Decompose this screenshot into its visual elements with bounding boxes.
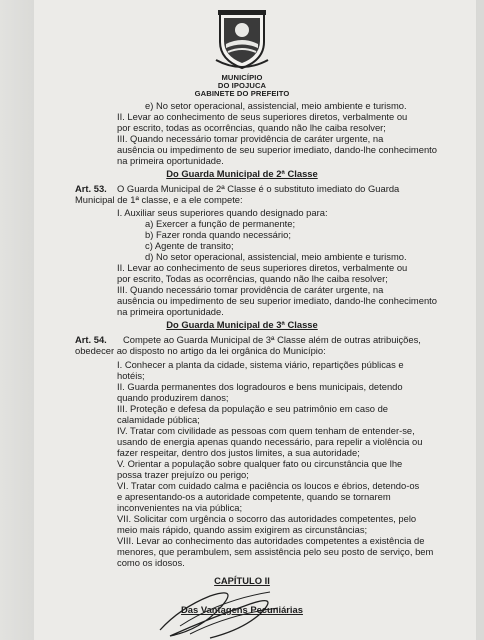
art-54-item-viii-line3: como os idosos.: [117, 557, 185, 568]
chapter-subtitle: Das Vantagens Pecuniárias: [181, 604, 303, 615]
letterhead-municipality: MUNICÍPIO: [221, 73, 263, 82]
art-54-item-v-line1: V. Orientar a população sobre qualquer fato ou circunstância que lhe: [117, 458, 403, 469]
art-53-item-ii-line1: II. Levar ao conhecimento de seus superiores diretos, verbalmente ou: [117, 262, 408, 273]
art-54-item-ii-line1: II. Guarda permanentes dos logradouros e bens municipais, detendo: [117, 381, 403, 392]
letterhead: [0, 0, 484, 100]
art-54-item-iv-line2: usando de energia apenas quando necessário, para repelir a violência ou: [117, 436, 423, 447]
art-54-line2: obedecer ao disposto no artigo da lei orgânica do Município:: [75, 345, 326, 356]
item-iii-line2: ausência ou impedimento de seu superior imediato, dando-lhe conhecimento: [117, 144, 437, 155]
art-54-item-viii-line1: VIII. Levar ao conhecimento das autoridades competentes a existência de: [117, 535, 425, 546]
art-54-item-vii-line1: VII. Solicitar com urgência o socorro das autoridades competentes, pelo: [117, 513, 417, 524]
art-54-item-vi-line3: inconvenientes na via pública;: [117, 502, 243, 513]
art-54-item-ii-line2: quando produzirem danos;: [117, 392, 229, 403]
art-54-item-viii-line2: menores, que perambulem, sem assistência pelo seu posto de serviço, bem: [117, 546, 434, 557]
chapter-title: CAPÍTULO II: [214, 575, 270, 586]
art-53-item-d: d) No setor operacional, assistencial, meio ambiente e turismo.: [145, 251, 407, 262]
art-53-item-ii-line2: por escrito, Todas as ocorrências, quando não lhe caiba resolver;: [117, 273, 388, 284]
item-iii-line3: na primeira oportunidade.: [117, 155, 224, 166]
section-title-3rd-class: Do Guarda Municipal de 3ª Classe: [166, 319, 318, 330]
art-53-item-c: c) Agente de transito;: [145, 240, 234, 251]
item-e: e) No setor operacional, assistencial, meio ambiente e turismo.: [145, 100, 407, 111]
art-53-item-iii-line2: ausência ou impedimento de seu superior imediato, dando-lhe conhecimento: [117, 295, 437, 306]
art-54-item-iii-line2: calamidade pública;: [117, 414, 200, 425]
art-53-item-iii-line3: na primeira oportunidade.: [117, 306, 224, 317]
item-ii-line2: por escrito, todas as ocorrências, quando não lhe caiba resolver;: [117, 122, 386, 133]
item-iii-line1: III. Quando necessário tomar providência de caráter urgente, na: [117, 133, 384, 144]
art-53-item-i: I. Auxiliar seus superiores quando designado para:: [117, 207, 328, 218]
art-54-label: Art. 54.: [75, 334, 107, 345]
art-53-item-a: a) Exercer a função de permanente;: [145, 218, 296, 229]
item-ii-line1: II. Levar ao conhecimento de seus superiores diretos, verbalmente ou: [117, 111, 408, 122]
art-54-item-vi-line1: VI. Tratar com cuidado calma e paciência os loucos e ébrios, detendo-os: [117, 480, 420, 491]
art-54-item-iii-line1: III. Proteção e defesa da população e seu patrimônio em caso de: [117, 403, 389, 414]
letterhead-office: GABINETE DO PREFEITO: [194, 89, 290, 98]
art-54-item-iv-line1: IV. Tratar com civilidade as pessoas com quem tenham de entender-se,: [117, 425, 415, 436]
municipal-seal-icon: [214, 8, 270, 70]
art-54-item-v-line2: possa trazer prejuízo ou perigo;: [117, 469, 249, 480]
art-53-line2: Municipal de 1ª classe, e a ele compete:: [75, 194, 243, 205]
art-54-line1: Compete ao Guarda Municipal de 3ª Classe além de outras atribuições,: [123, 334, 421, 345]
art-53-label: Art. 53.: [75, 183, 107, 194]
letterhead-city: DO IPOJUCA: [217, 81, 267, 90]
art-54-item-i-line1: I. Conhecer a planta da cidade, sistema viário, repartições públicas e: [117, 359, 404, 370]
art-53-item-b: b) Fazer ronda quando necessário;: [145, 229, 291, 240]
art-54-item-vii-line2: meio mais rápido, quando assim exigirem as circunstâncias;: [117, 524, 368, 535]
art-54-item-vi-line2: e apresentando-os a autoridade competente, quando se tornarem: [117, 491, 391, 502]
art-53-line1: O Guarda Municipal de 2ª Classe é o substituto imediato do Guarda: [117, 183, 400, 194]
art-54-item-i-line2: hotéis;: [117, 370, 145, 381]
section-title-2nd-class: Do Guarda Municipal de 2ª Classe: [166, 168, 318, 179]
art-53-item-iii-line1: III. Quando necessário tomar providência de caráter urgente, na: [117, 284, 384, 295]
handwritten-signature: [150, 578, 290, 640]
art-54-item-iv-line3: fazer respeitar, dentro dos justos limites, a sua autoridade;: [117, 447, 360, 458]
